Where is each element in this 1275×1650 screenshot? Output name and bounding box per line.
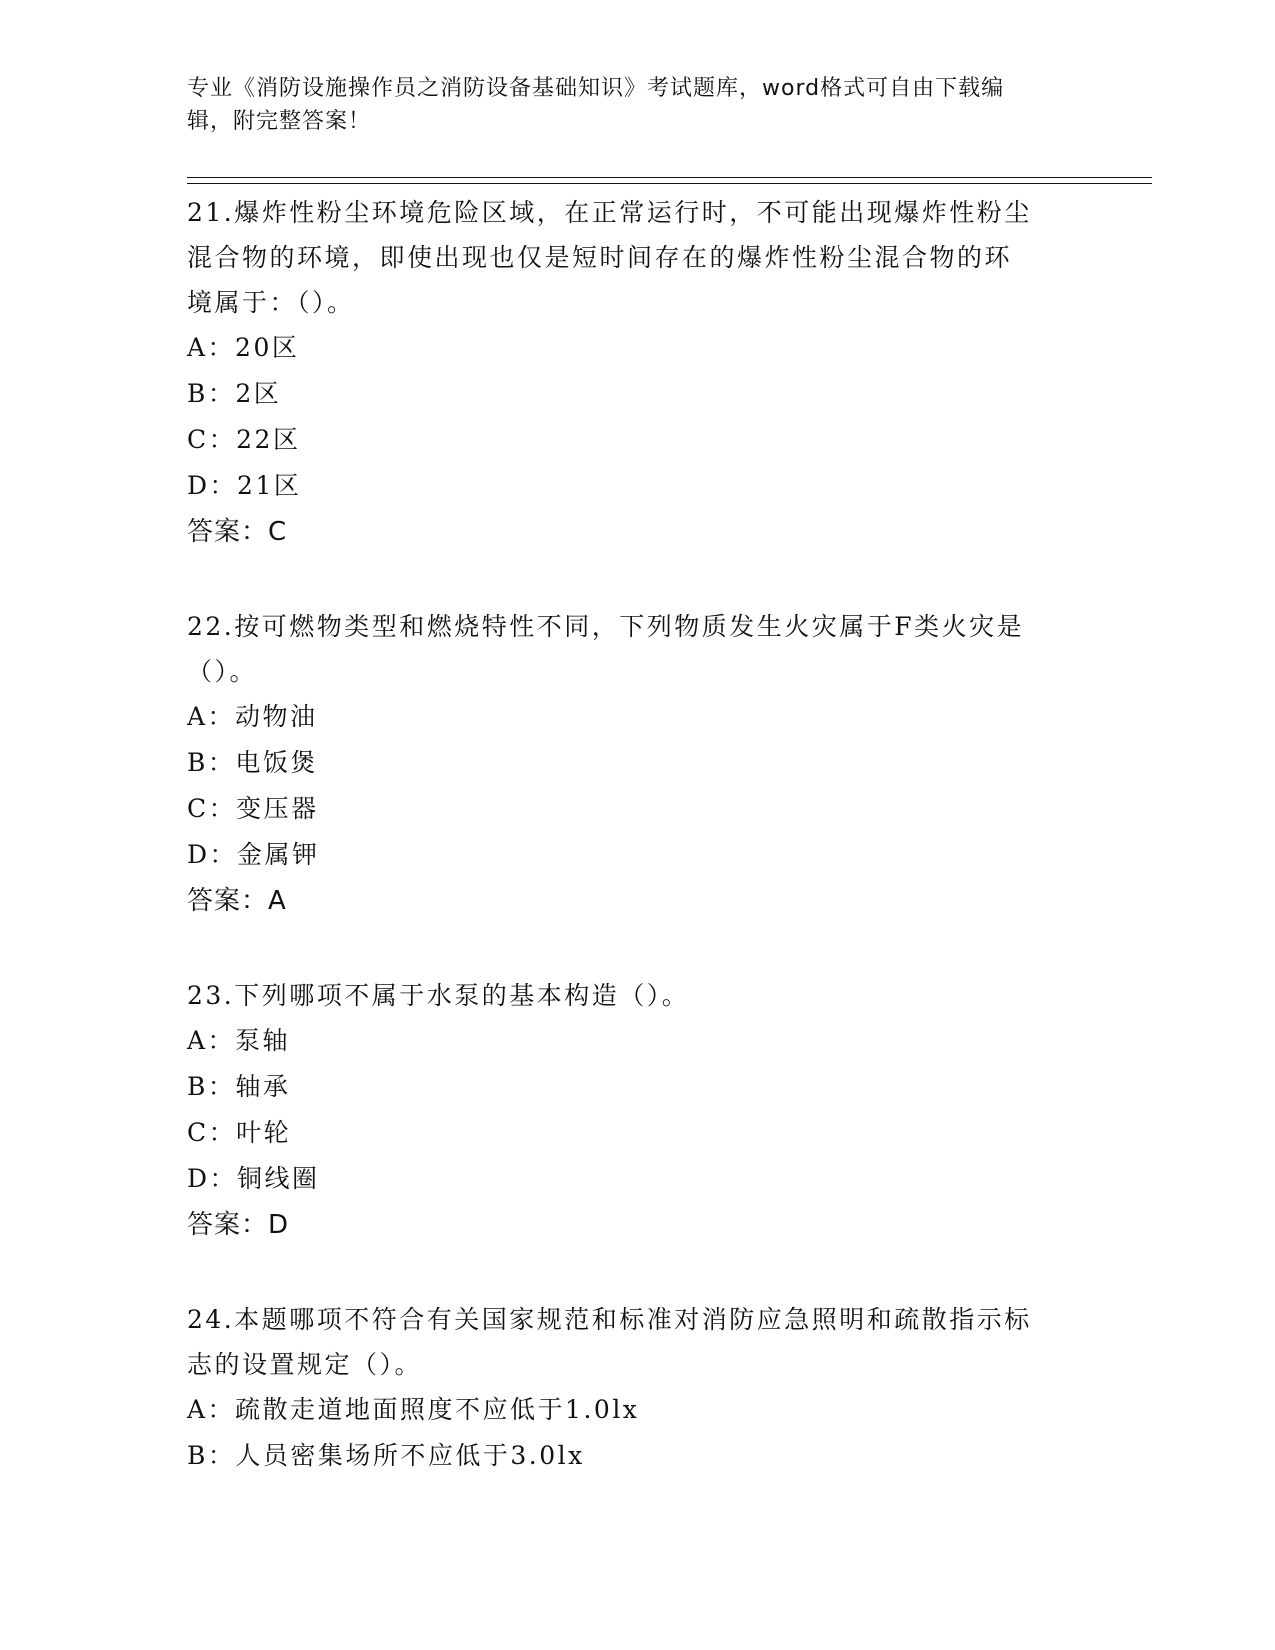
option-b: B：人员密集场所不应低于3.0lx (187, 1441, 585, 1470)
option-a: A：泵轴 (187, 1026, 291, 1055)
question-stem-line: 22.按可燃物类型和燃烧特性不同，下列物质发生火灾属于F类火灾是 (187, 612, 1025, 641)
question-22 (187, 604, 1077, 924)
header-divider-top (187, 177, 1152, 178)
header-divider-bottom (187, 183, 1152, 184)
option-d: D：金属钾 (187, 840, 320, 869)
question-23 (187, 973, 1077, 1248)
question-stem-line: 混合物的环境，即使出现也仅是短时间存在的爆炸性粉尘混合物的环 (187, 243, 1013, 272)
option-b: B：轴承 (187, 1072, 291, 1101)
option-c: C：22区 (187, 425, 301, 454)
header-line-2: 辑，附完整答案！ (187, 109, 372, 134)
question-stem-line: 24.本题哪项不符合有关国家规范和标准对消防应急照明和疏散指示标 (187, 1305, 1032, 1334)
question-stem-line: 23.下列哪项不属于水泵的基本构造（）。 (187, 981, 690, 1010)
question-list (187, 190, 1077, 1528)
option-a: A：疏散走道地面照度不应低于1.0lx (187, 1395, 640, 1424)
question-stem-line: 志的设置规定（）。 (187, 1350, 423, 1379)
option-a: A：20区 (187, 333, 300, 362)
question-stem-line: （）。 (187, 657, 258, 686)
answer-line: 答案：D (187, 1210, 290, 1240)
document-header (187, 72, 1067, 138)
answer-line: 答案：C (187, 517, 288, 547)
question-stem-line: 21.爆炸性粉尘环境危险区域，在正常运行时，不可能出现爆炸性粉尘 (187, 198, 1032, 227)
option-a: A：动物油 (187, 702, 318, 731)
question-24 (187, 1297, 1077, 1479)
option-b: B：2区 (187, 379, 282, 408)
option-c: C：叶轮 (187, 1118, 292, 1147)
option-d: D：铜线圈 (187, 1164, 320, 1193)
option-b: B：电饭煲 (187, 748, 318, 777)
option-c: C：变压器 (187, 794, 319, 823)
option-d: D：21区 (187, 471, 302, 500)
header-line-1: 专业《消防设施操作员之消防设备基础知识》考试题库，word格式可自由下载编 (187, 76, 1005, 101)
question-21 (187, 190, 1077, 555)
answer-line: 答案：A (187, 886, 287, 916)
question-stem-line: 境属于：（）。 (187, 288, 355, 317)
